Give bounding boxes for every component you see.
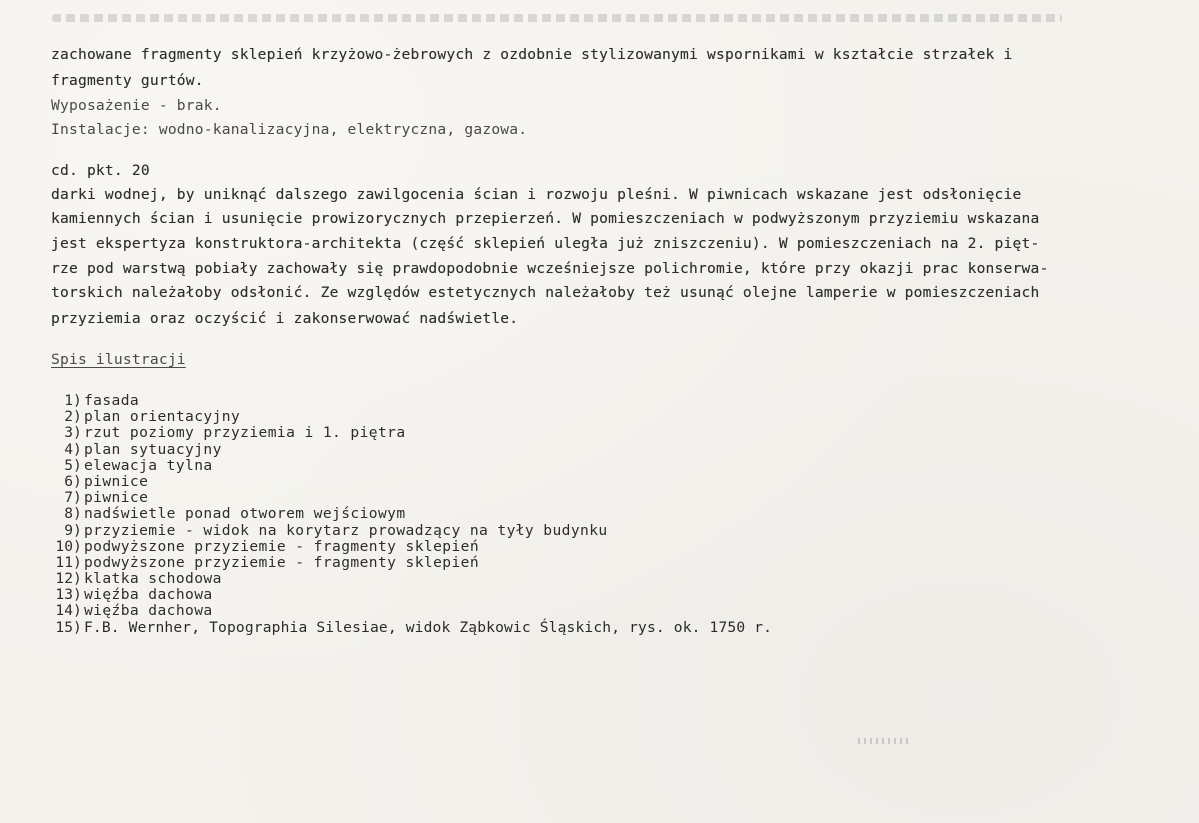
continuation-line: darki wodnej, by uniknąć dalszego zawilgocenia ścian i rozwoju pleśni. W piwnicach wskazane jest odsłonięcie (51, 186, 1022, 203)
item-number: 12 (55, 570, 73, 588)
item-text: plan sytuacyjny (84, 440, 222, 458)
item-paren: ) (73, 456, 82, 474)
item-paren: ) (73, 570, 82, 588)
item-paren: ) (73, 489, 82, 507)
item-number: 9 (64, 521, 73, 539)
item-text: rzut poziomy przyziemia i 1. piętra (84, 424, 406, 442)
installations-line: Instalacje: wodno-kanalizacyjna, elektryczna, gazowa. (51, 121, 528, 138)
item-paren: ) (73, 392, 82, 409)
list-item (47, 587, 947, 620)
item-number: 7 (64, 489, 73, 507)
furnishings-line: Wyposażenie - brak. (51, 97, 222, 114)
item-text: F.B. Wernher, Topographia Silesiae, widok Ząbkowic Śląskich, rys. ok. 1750 r. (84, 618, 773, 636)
item-number: 1 (64, 392, 73, 409)
continuation-line: kamiennych ścian i usunięcie prowizorycznych przepierzeń. W pomieszczeniach w podwyższonym przyziemiu wskazana (51, 210, 1040, 227)
item-number: 14 (55, 602, 73, 620)
item-paren: ) (73, 505, 82, 523)
item-paren: ) (73, 586, 82, 604)
list-item (47, 377, 947, 409)
list-item (47, 571, 947, 604)
list-item (47, 604, 947, 636)
item-number: 15 (55, 618, 73, 636)
list-item (47, 426, 947, 458)
item-number: 3 (64, 424, 73, 442)
item-text: fasada (84, 392, 140, 409)
paragraph-line: zachowane fragmenty sklepień krzyżowo-żebrowych z ozdobnie stylizowanymi wspornikami w kształcie strzałek i (51, 46, 1013, 63)
item-number: 8 (64, 505, 73, 523)
list-item (47, 490, 947, 523)
continuation-line: torskich należałoby odsłonić. Ze względów estetycznych należałoby też usunąć olejne lamperie w pomieszczeniach (51, 284, 1040, 301)
item-text: podwyższone przyziemie - fragmenty sklepień (84, 537, 480, 555)
item-text: piwnice (84, 489, 149, 507)
paper-speck (858, 738, 908, 744)
list-item (47, 442, 947, 474)
item-text: więźba dachowa (84, 602, 213, 620)
item-paren: ) (73, 553, 82, 571)
item-number: 4 (64, 440, 73, 458)
item-paren: ) (73, 440, 82, 458)
continuation-heading: cd. pkt. 20 (51, 162, 150, 179)
item-number: 6 (64, 472, 73, 490)
list-item (47, 539, 947, 571)
item-paren: ) (73, 602, 82, 620)
list-item (47, 507, 947, 539)
item-number: 10 (55, 537, 73, 555)
illustrations-heading: Spis ilustracji (51, 351, 186, 368)
item-text: przyziemie - widok na korytarz prowadzący na tyły budynku (84, 521, 608, 539)
list-item (47, 523, 947, 555)
item-text: piwnice (84, 472, 149, 490)
item-text: plan orientacyjny (84, 408, 241, 426)
item-paren: ) (73, 408, 82, 426)
item-paren: ) (73, 521, 82, 539)
item-text: nadświetle ponad otworem wejściowym (84, 505, 406, 523)
item-text: podwyższone przyziemie - fragmenty sklepień (84, 553, 480, 571)
list-item (47, 393, 947, 426)
item-text: więźba dachowa (84, 586, 213, 604)
continuation-line: rze pod warstwą pobiały zachowały się prawdopodobnie wcześniejsze polichromie, które przy okazji prac konserwa- (51, 260, 1049, 277)
paragraph-line: fragmenty gurtów. (51, 72, 204, 89)
list-item (47, 458, 947, 490)
item-paren: ) (73, 472, 82, 490)
continuation-line: jest ekspertyza konstruktora-architekta (część sklepień uległa już zniszczeniu). W pomieszczeniach na 2. pięt- (51, 235, 1040, 252)
item-paren: ) (73, 537, 82, 555)
item-paren: ) (73, 618, 82, 636)
cut-off-text-line (52, 14, 1062, 22)
item-number: 13 (55, 586, 73, 604)
item-number: 2 (64, 408, 73, 426)
item-number: 5 (64, 456, 73, 474)
item-text: elewacja tylna (84, 456, 213, 474)
illustrations-list (47, 377, 947, 636)
list-item (47, 555, 947, 588)
item-text: klatka schodowa (84, 570, 222, 588)
item-number: 11 (55, 553, 73, 571)
continuation-line: przyziemia oraz oczyścić i zakonserwować nadświetle. (51, 310, 519, 327)
list-item (47, 409, 947, 442)
item-paren: ) (73, 424, 82, 442)
list-item (47, 474, 947, 507)
